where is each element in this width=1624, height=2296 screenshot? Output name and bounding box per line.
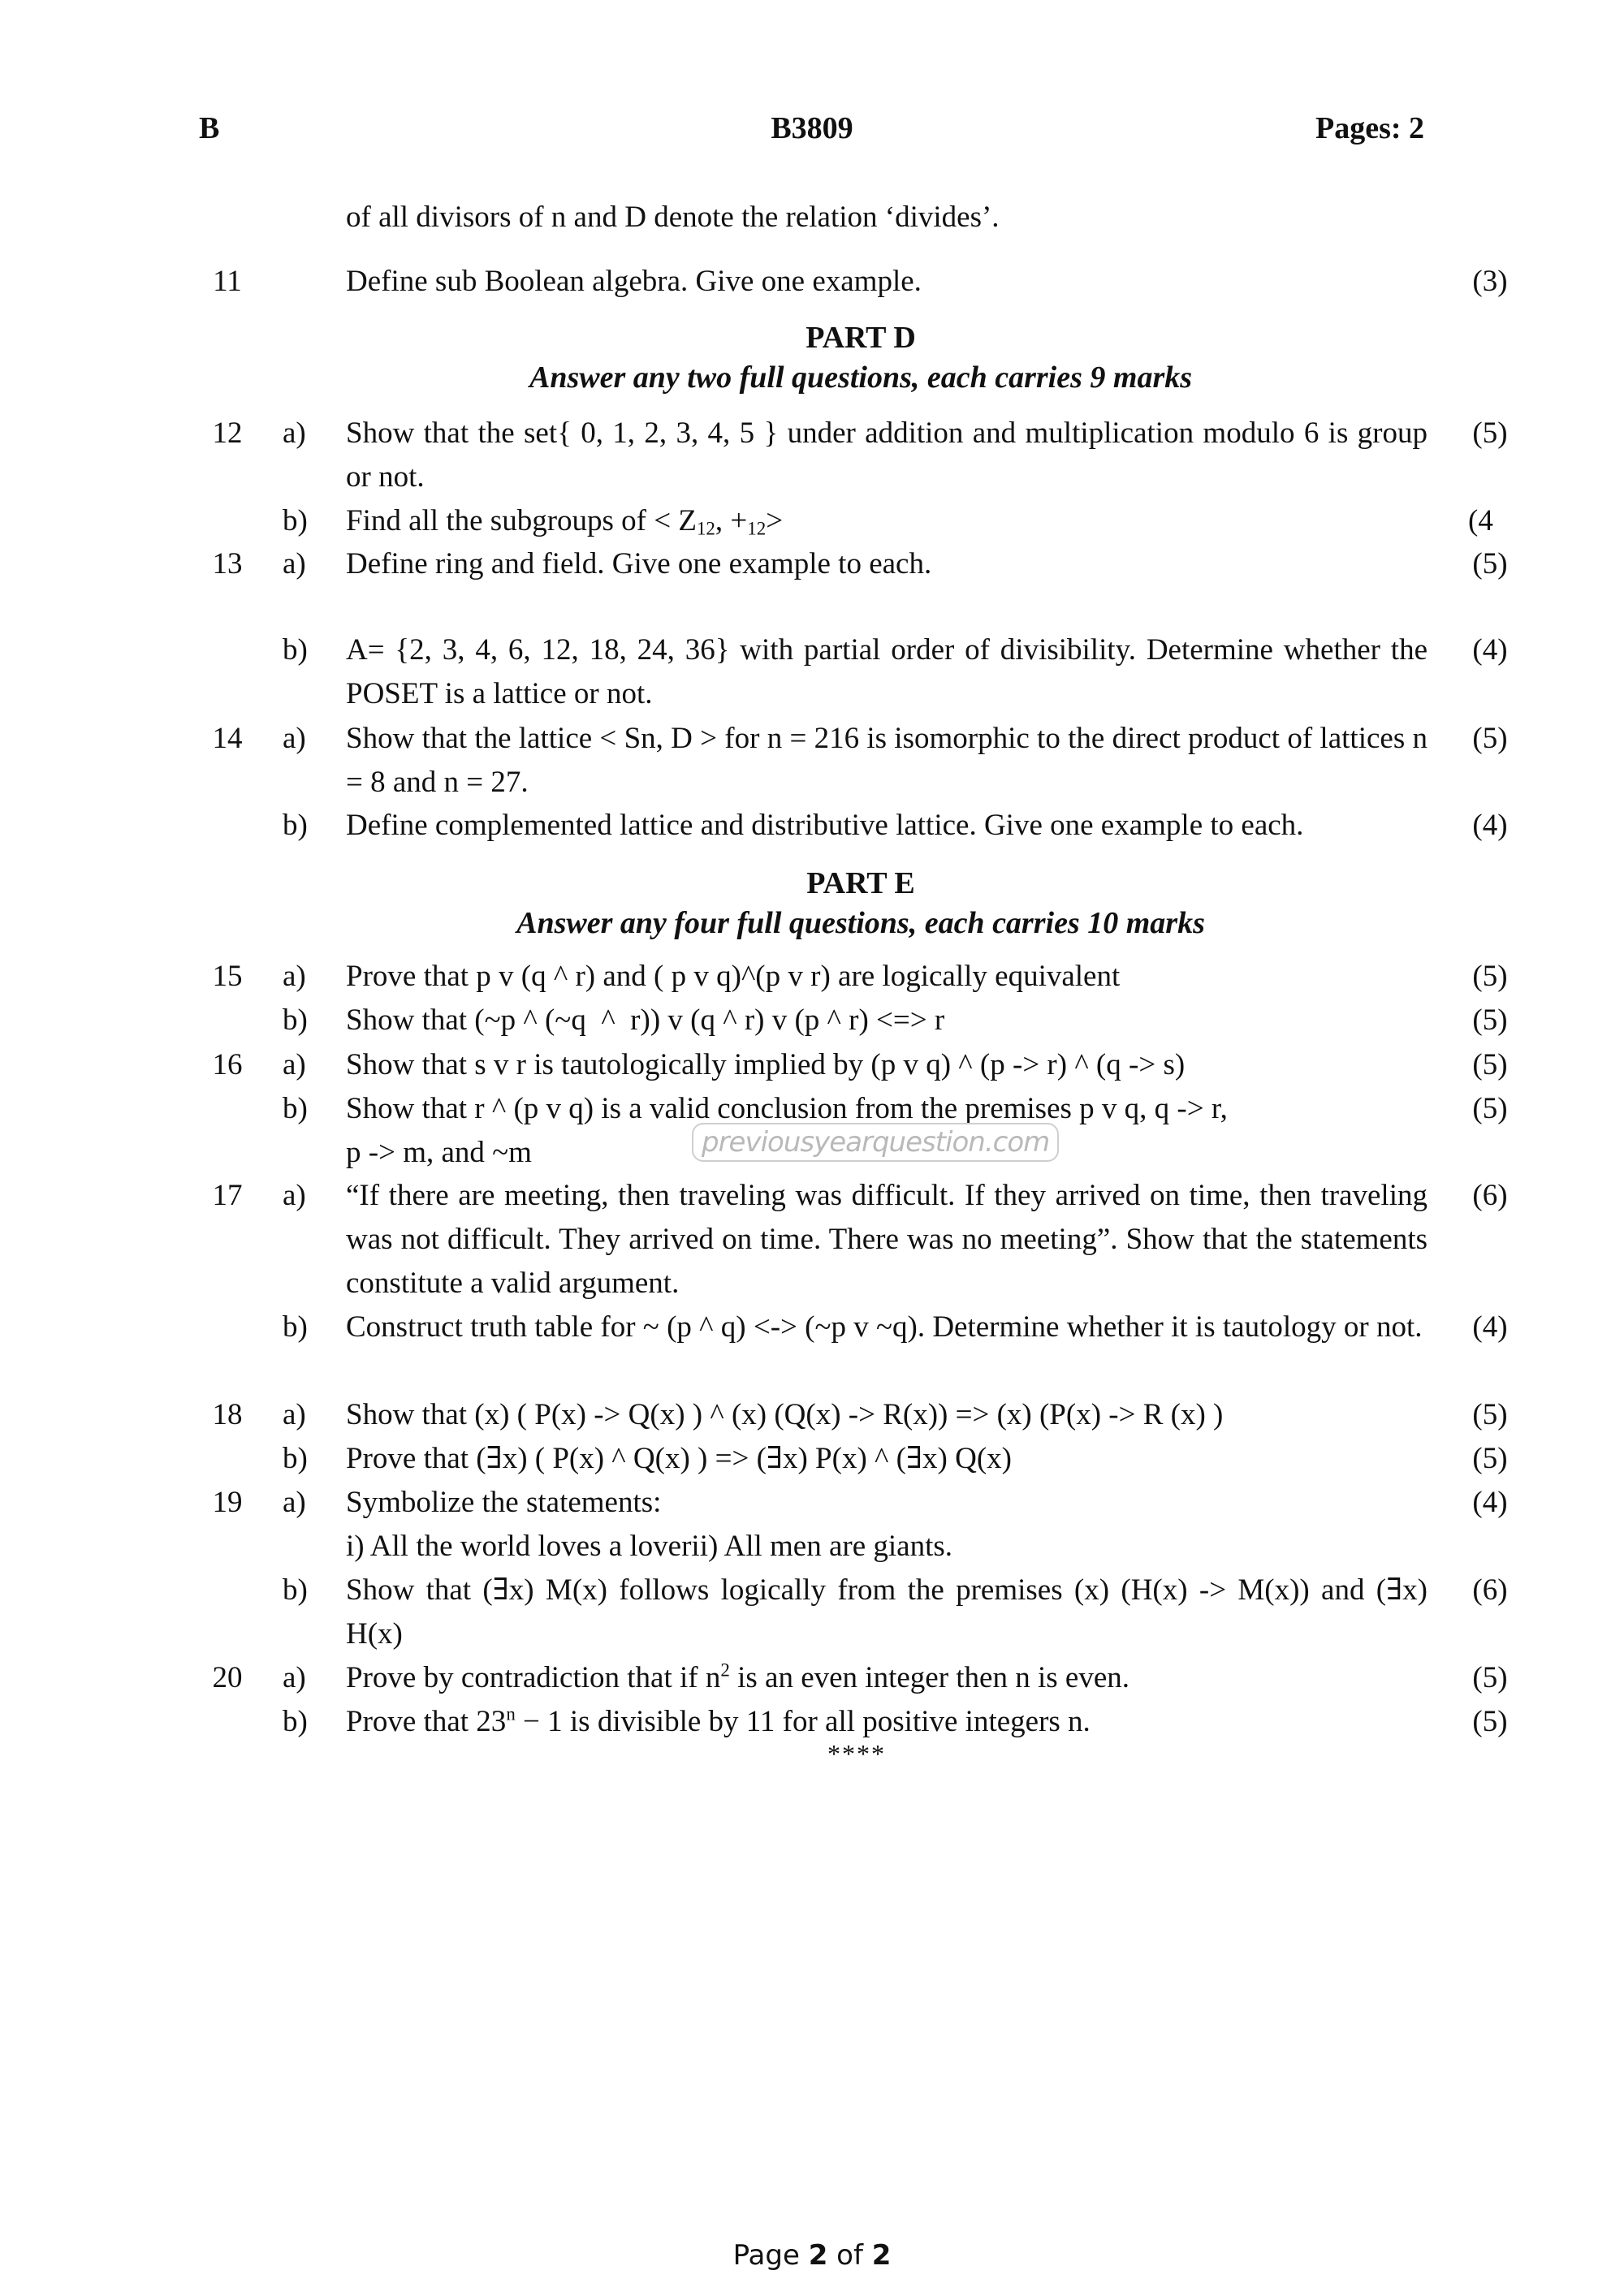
question-number: 13 xyxy=(212,547,243,580)
question-text: Show that (~p ^ (~q ^ r)) v (q ^ r) v (p ^ r) <=> r xyxy=(346,1003,945,1037)
part-e-title: PART E xyxy=(806,866,915,900)
watermark-logo: previousyearquestion.com xyxy=(692,1123,1059,1162)
marks: (4) xyxy=(1472,809,1508,842)
marks: (4) xyxy=(1472,633,1508,667)
part-d-instruction: Answer any two full questions, each carries 9 marks xyxy=(529,360,1193,395)
question-text: Show that s v r is tautologically implied by (p v q) ^ (p -> r) ^ (q -> s) xyxy=(346,1048,1186,1081)
question-text: Define ring and field. Give one example to each. xyxy=(346,547,932,580)
page-count: Pages: 2 xyxy=(1315,111,1425,145)
sub-label: b) xyxy=(283,504,308,537)
sub-label: b) xyxy=(283,1705,308,1738)
question-number: 12 xyxy=(212,416,243,450)
question-number: 14 xyxy=(212,722,243,755)
question-text: Show that (x) ( P(x) -> Q(x) ) ^ (x) (Q(x) -> R(x)) => (x) (P(x) -> R (x) ) xyxy=(346,1398,1224,1431)
sub-label: a) xyxy=(283,1661,306,1694)
marks: (5) xyxy=(1472,1661,1508,1694)
sub-label: b) xyxy=(283,1573,308,1607)
sub-label: b) xyxy=(283,633,308,667)
marks: (5) xyxy=(1472,1705,1508,1738)
marks: (4 xyxy=(1468,504,1493,537)
marks: (5) xyxy=(1472,1398,1508,1431)
marks: (3) xyxy=(1472,265,1508,298)
sub-label: b) xyxy=(283,1442,308,1475)
question-text: Prove by contradiction that if $n^2$ is an even integer then n is even. xyxy=(346,1659,1129,1694)
sub-label: a) xyxy=(283,547,306,580)
marks: (5) xyxy=(1472,1442,1508,1475)
question-text: Construct truth table for ~ (p ^ q) <-> (~p v ~q). Determine whether it is tautology or not. xyxy=(346,1310,1423,1344)
marks: (5) xyxy=(1472,722,1508,755)
question-number: 15 xyxy=(212,960,243,993)
sub-label: b) xyxy=(283,1310,308,1344)
marks: (5) xyxy=(1472,1003,1508,1037)
question-text: Prove that p v (q ^ r) and ( p v q)^(p v r) are logically equivalent xyxy=(346,960,1121,993)
question-number: 11 xyxy=(213,265,242,298)
question-number: 17 xyxy=(212,1179,243,1212)
question-number: 18 xyxy=(212,1398,243,1431)
marks: (6) xyxy=(1472,1573,1508,1607)
marks: (5) xyxy=(1472,547,1508,580)
question-text: Find all the subgroups of < Z12, +12> xyxy=(346,504,784,539)
marks: (6) xyxy=(1472,1179,1508,1212)
question-number: 20 xyxy=(212,1661,243,1694)
end-marker: **** xyxy=(827,1739,886,1768)
question-text: A= {2, 3, 4, 6, 12, 18, 24, 36} with partial order of divisibility. Determine whether the POSET is a lattice or not. xyxy=(346,633,1427,710)
page-footer: Page 2 of 2 xyxy=(732,2239,892,2272)
question-text: Prove that (∃x) ( P(x) ^ Q(x) ) => (∃x) P(x) ^ (∃x) Q(x) xyxy=(346,1442,1012,1475)
question-text: Symbolize the statements: i) All the world loves a loverii) All men are giants. xyxy=(346,1486,953,1563)
question-text: “If there are meeting, then traveling was difficult. If they arrived on time, then traveling was not difficult. They arrived on time. There was no meeting”. Show that the statements constitute a valid argument. xyxy=(346,1179,1427,1300)
marks: (5) xyxy=(1472,1048,1508,1081)
question-text: Show that the set{ 0, 1, 2, 3, 4, 5 } under addition and multiplication modulo 6 is group or not. xyxy=(346,416,1427,494)
sub-label: a) xyxy=(283,1486,306,1519)
marks: (4) xyxy=(1472,1486,1508,1519)
marks: (5) xyxy=(1472,416,1508,450)
marks: (4) xyxy=(1472,1310,1508,1344)
exam-code: B3809 xyxy=(771,111,853,145)
sub-label: a) xyxy=(283,722,306,755)
question-number: 19 xyxy=(212,1486,243,1519)
question-text: Show that r ^ (p v q) is a valid conclusion from the premises p v q, q -> r, p -> m, and ~m xyxy=(346,1092,1228,1169)
question-text: Prove that $23^n - 1$ is divisible by 11 for all positive integers n. xyxy=(346,1703,1091,1738)
question-number: 16 xyxy=(212,1048,243,1081)
part-d-title: PART D xyxy=(806,321,916,355)
sub-label: b) xyxy=(283,1092,308,1125)
exam-series-letter: B xyxy=(199,111,220,145)
sub-label: b) xyxy=(283,1003,308,1037)
sub-label: a) xyxy=(283,1179,306,1212)
sub-label: a) xyxy=(283,1398,306,1431)
marks: (5) xyxy=(1472,1092,1508,1125)
sub-label: a) xyxy=(283,1048,306,1081)
question-text: Define complemented lattice and distributive lattice. Give one example to each. xyxy=(346,809,1304,842)
sub-label: a) xyxy=(283,960,306,993)
total-pages: 2 xyxy=(871,2239,892,2272)
current-page: 2 xyxy=(808,2239,828,2272)
sub-label: a) xyxy=(283,416,306,450)
question-text: Show that (∃x) M(x) follows logically from the premises (x) (H(x) -> M(x)) and (∃x) H(x) xyxy=(346,1573,1427,1651)
sub-label: b) xyxy=(283,809,308,842)
part-e-instruction: Answer any four full questions, each carries 10 marks xyxy=(516,906,1205,940)
question-text: Define sub Boolean algebra. Give one example. xyxy=(346,265,922,298)
question-text: Show that the lattice < Sn, D > for n = 216 is isomorphic to the direct product of lattices n = 8 and n = 27. xyxy=(346,722,1427,799)
marks: (5) xyxy=(1472,960,1508,993)
